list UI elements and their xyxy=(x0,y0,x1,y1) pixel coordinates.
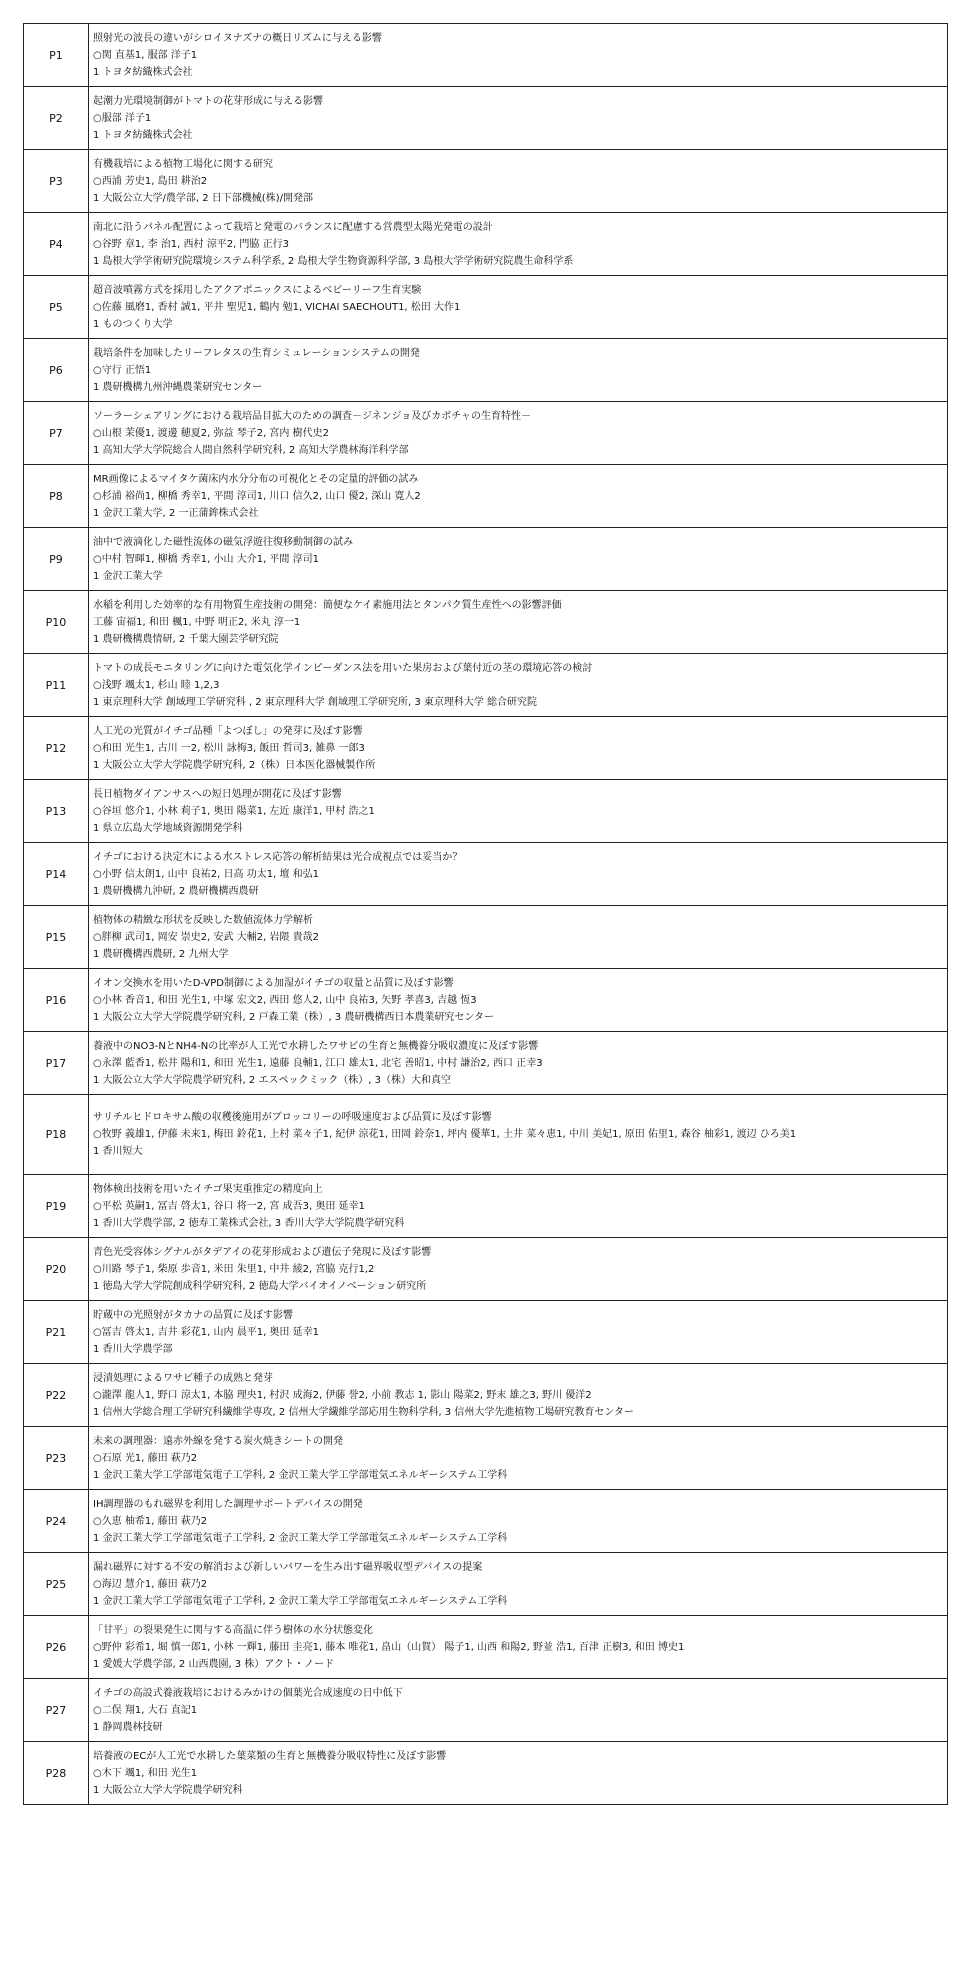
poster-affiliation: 1 大阪公立大学大学院農学研究科, 2 戸森工業（株）, 3 農研機構西日本農業研究センター xyxy=(93,1011,494,1023)
table-row xyxy=(24,969,948,1032)
poster-affiliation: 1 金沢工業大学工学部電気電子工学科, 2 金沢工業大学工学部電気エネルギーシステム工学科 xyxy=(93,1532,508,1544)
poster-authors: 工藤 宙福1, 和田 楓1, 中野 明正2, 米丸 淳一1 xyxy=(93,616,301,628)
poster-title: イオン交換水を用いたD-VPD制御による加湿がイチゴの収量と品質に及ぼす影響 xyxy=(93,977,454,989)
poster-title: イチゴにおける決定木による水ストレス応答の解析結果は光合成視点では妥当か？ xyxy=(93,851,463,863)
poster-title: 照射光の波長の違いがシロイヌナズナの概日リズムに与える影響 xyxy=(93,32,382,44)
poster-number: P16 xyxy=(24,969,89,1032)
poster-title: IH調理器のもれ磁界を利用した調理サポートデバイスの開発 xyxy=(93,1498,363,1510)
poster-list-body xyxy=(24,24,948,1805)
table-row xyxy=(24,1679,948,1742)
poster-title: 有機栽培による植物工場化に関する研究 xyxy=(93,158,273,170)
poster-affiliation: 1 大阪公立大学大学院農学研究科, 2 エスペックミック（株）, 3（株）大和真空 xyxy=(93,1074,451,1086)
poster-title: 南北に沿うパネル配置によって栽培と発電のバランスに配慮する営農型太陽光発電の設計 xyxy=(93,221,493,233)
table-row xyxy=(24,1553,948,1616)
poster-entry xyxy=(89,1364,948,1427)
poster-affiliation: 1 金沢工業大学 xyxy=(93,570,163,582)
poster-entry xyxy=(89,1553,948,1616)
poster-title: 栽培条件を加味したリーフレタスの生育シミュレーションシステムの開発 xyxy=(93,347,420,359)
poster-number: P19 xyxy=(24,1175,89,1238)
poster-affiliation: 1 大阪公立大学大学院農学研究科 xyxy=(93,1784,243,1796)
poster-number: P28 xyxy=(24,1742,89,1805)
poster-affiliation: 1 農研機構九沖研, 2 農研機構西農研 xyxy=(93,885,259,897)
poster-number: P18 xyxy=(24,1095,89,1175)
table-row xyxy=(24,654,948,717)
poster-title: 養液中のNO3-NとNH4-Nの比率が人工光で水耕したワサビの生育と無機養分吸収濃度に及ぼす影響 xyxy=(93,1040,539,1052)
poster-entry xyxy=(89,969,948,1032)
poster-affiliation: 1 農研機構農情研, 2 千葉大園芸学研究院 xyxy=(93,633,279,645)
poster-title: 培養液のECが人工光で水耕した葉菜類の生育と無機養分吸収特性に及ぼす影響 xyxy=(93,1750,447,1762)
poster-number: P1 xyxy=(24,24,89,87)
table-row xyxy=(24,1032,948,1095)
poster-entry xyxy=(89,1032,948,1095)
poster-title: 油中で液滴化した磁性流体の磁気浮遊往復移動制御の試み xyxy=(93,536,353,548)
poster-number: P25 xyxy=(24,1553,89,1616)
poster-entry xyxy=(89,780,948,843)
poster-title: 人工光の光質がイチゴ品種「よつぼし」の発芽に及ぼす影響 xyxy=(93,725,363,737)
poster-title: ソーラーシェアリングにおける栽培品目拡大のための調査－ジネンジョ及びカボチャの生育特性－ xyxy=(93,410,531,422)
poster-entry xyxy=(89,1238,948,1301)
table-row xyxy=(24,1427,948,1490)
poster-affiliation: 1 静岡農林技研 xyxy=(93,1721,163,1733)
poster-authors: ○西浦 芳史1, 島田 耕治2 xyxy=(93,175,208,187)
poster-title: 青色光受容体シグナルがタデアイの花芽形成および遺伝子発現に及ぼす影響 xyxy=(93,1246,432,1258)
poster-authors: ○佐藤 風磨1, 香村 誠1, 平井 聖児1, 鶴内 勉1, VICHAI SAECHOUT1, 松田 大作1 xyxy=(93,301,461,313)
table-row xyxy=(24,1175,948,1238)
poster-number: P15 xyxy=(24,906,89,969)
poster-affiliation: 1 東京理科大学 創域理工学研究科 , 2 東京理科大学 創域理工学研究所, 3 東京理科大学 総合研究院 xyxy=(93,696,538,708)
poster-entry xyxy=(89,1490,948,1553)
poster-title: 水稲を利用した効率的な有用物質生産技術の開発：簡便なケイ素施用法とタンパク質生産性への影響評価 xyxy=(93,599,562,611)
poster-entry xyxy=(89,1427,948,1490)
poster-title: サリチルヒドロキサム酸の収穫後施用がブロッコリーの呼吸速度および品質に及ぼす影響 xyxy=(93,1112,492,1123)
poster-affiliation: 1 トヨタ紡織株式会社 xyxy=(93,66,193,78)
poster-authors: ○谷垣 悠介1, 小林 莉子1, 奥田 陽菜1, 左近 康洋1, 甲村 浩之1 xyxy=(93,805,375,817)
poster-title: イチゴの高設式養液栽培におけるみかけの個葉光合成速度の日中低下 xyxy=(93,1687,403,1699)
poster-affiliation: 1 香川短大 xyxy=(93,1146,143,1157)
poster-number: P3 xyxy=(24,150,89,213)
poster-authors: ○和田 光生1, 古川 一2, 松川 詠梅3, 飯田 哲司3, 雑鼻 一郎3 xyxy=(93,742,365,754)
poster-number: P8 xyxy=(24,465,89,528)
poster-authors: ○胖柳 武司1, 岡安 崇史2, 安武 大輔2, 岩隈 貴哉2 xyxy=(93,931,319,943)
poster-number: P21 xyxy=(24,1301,89,1364)
poster-authors: ○関 直基1, 服部 洋子1 xyxy=(93,49,198,61)
poster-number: P12 xyxy=(24,717,89,780)
poster-title: 物体検出技術を用いたイチゴ果実重推定の精度向上 xyxy=(93,1183,323,1195)
poster-affiliation: 1 農研機構九州沖縄農業研究センター xyxy=(93,381,263,393)
poster-authors: ○杉浦 裕尚1, 柳橋 秀幸1, 平間 淳司1, 川口 信久2, 山口 優2, 深山 寛人2 xyxy=(93,490,421,502)
poster-authors: ○久恵 柚希1, 藤田 萩乃2 xyxy=(93,1515,208,1527)
poster-entry xyxy=(89,1679,948,1742)
table-row xyxy=(24,339,948,402)
poster-affiliation: 1 島根大学学術研究院環境システム科学系, 2 島根大学生物資源科学部, 3 島根大学学術研究院農生命科学系 xyxy=(93,255,574,267)
poster-entry xyxy=(89,654,948,717)
poster-authors: ○川路 琴子1, 柴原 歩音1, 米田 朱里1, 中井 綾2, 宮脇 克行1,2 xyxy=(93,1263,375,1275)
poster-affiliation: 1 香川大学農学部, 2 徳寿工業株式会社, 3 香川大学大学院農学研究科 xyxy=(93,1217,405,1229)
poster-entry xyxy=(89,402,948,465)
poster-title: 未来の調理器：遠赤外線を発する炭火焼きシートの開発 xyxy=(93,1435,343,1447)
poster-number: P20 xyxy=(24,1238,89,1301)
poster-entry xyxy=(89,1175,948,1238)
poster-entry xyxy=(89,1095,948,1175)
poster-entry xyxy=(89,1616,948,1679)
poster-number: P27 xyxy=(24,1679,89,1742)
poster-authors: ○石原 光1, 藤田 萩乃2 xyxy=(93,1452,198,1464)
poster-number: P4 xyxy=(24,213,89,276)
poster-number: P22 xyxy=(24,1364,89,1427)
poster-number: P7 xyxy=(24,402,89,465)
poster-authors: ○瀧澤 龍人1, 野口 涼太1, 本脇 理央1, 村沢 成海2, 伊藤 誉2, 小前 教志 1, 影山 陽菜2, 野末 雄之3, 野川 優洋2 xyxy=(93,1389,592,1401)
poster-authors: ○山根 茉優1, 渡邊 穂夏2, 弥益 琴子2, 宮内 樹代史2 xyxy=(93,427,329,439)
table-row xyxy=(24,1301,948,1364)
table-row xyxy=(24,1095,948,1175)
poster-authors: ○牧野 義雄1, 伊藤 未来1, 梅田 鈴花1, 上村 菜々子1, 紀伊 涼花1, 田岡 鈴奈1, 坪内 優華1, 土井 菜々恵1, 中川 美妃1, 原田 佑里1, 森谷 柚彩1, 渡辺 ひろ美1 xyxy=(93,1129,797,1140)
poster-entry xyxy=(89,213,948,276)
poster-number: P2 xyxy=(24,87,89,150)
poster-affiliation: 1 県立広島大学地域資源開発学科 xyxy=(93,822,243,834)
poster-authors: ○中村 智暉1, 柳橋 秀幸1, 小山 大介1, 平間 淳司1 xyxy=(93,553,319,565)
poster-number: P6 xyxy=(24,339,89,402)
table-row xyxy=(24,528,948,591)
poster-authors: ○二俣 翔1, 大石 直記1 xyxy=(93,1704,198,1716)
poster-number: P11 xyxy=(24,654,89,717)
table-row xyxy=(24,1742,948,1805)
table-row xyxy=(24,1616,948,1679)
poster-title: 貯蔵中の光照射がタカナの品質に及ぼす影響 xyxy=(93,1309,293,1321)
poster-authors: ○小野 信太朗1, 山中 良祐2, 日高 功太1, 壇 和弘1 xyxy=(93,868,319,880)
poster-list-table xyxy=(23,23,948,1805)
poster-number: P24 xyxy=(24,1490,89,1553)
poster-affiliation: 1 大阪公立大学/農学部, 2 日下部機械(株)/開発部 xyxy=(93,192,313,204)
poster-title: トマトの成長モニタリングに向けた電気化学インピーダンス法を用いた果房および葉付近の茎の環境応答の検討 xyxy=(93,662,593,674)
poster-title: 漏れ磁界に対する不安の解消および新しいパワーを生み出す磁界吸収型デバイスの提案 xyxy=(93,1561,483,1573)
poster-number: P14 xyxy=(24,843,89,906)
poster-entry xyxy=(89,1301,948,1364)
poster-authors: ○平松 英嗣1, 冨吉 啓太1, 谷口 将一2, 宮 成吾3, 奥田 延幸1 xyxy=(93,1200,365,1212)
poster-authors: ○海辺 慧介1, 藤田 萩乃2 xyxy=(93,1578,208,1590)
poster-affiliation: 1 農研機構西農研, 2 九州大学 xyxy=(93,948,229,960)
poster-title: 「甘平」の裂果発生に関与する高温に伴う樹体の水分状態変化 xyxy=(93,1624,373,1636)
poster-number: P23 xyxy=(24,1427,89,1490)
poster-title: 浸漬処理によるワサビ種子の成熟と発芽 xyxy=(93,1372,273,1384)
poster-entry xyxy=(89,1742,948,1805)
poster-number: P5 xyxy=(24,276,89,339)
poster-affiliation: 1 高知大学大学院総合人間自然科学研究科, 2 高知大学農林海洋科学部 xyxy=(93,444,409,456)
poster-authors: ○冨吉 啓太1, 吉井 彩花1, 山内 晨平1, 奥田 延幸1 xyxy=(93,1326,319,1338)
poster-affiliation: 1 トヨタ紡織株式会社 xyxy=(93,129,193,141)
poster-affiliation: 1 信州大学総合理工学研究科繊維学専攻, 2 信州大学繊維学部応用生物科学科, 3 信州大学先進植物工場研究教育センター xyxy=(93,1406,634,1418)
table-row xyxy=(24,465,948,528)
poster-number: P13 xyxy=(24,780,89,843)
poster-title: 起潮力光環境制御がトマトの花芽形成に与える影響 xyxy=(93,95,323,107)
table-row xyxy=(24,906,948,969)
poster-authors: ○守行 正悟1 xyxy=(93,364,152,376)
poster-entry xyxy=(89,465,948,528)
table-row xyxy=(24,780,948,843)
table-row xyxy=(24,1238,948,1301)
poster-entry xyxy=(89,276,948,339)
table-row xyxy=(24,1490,948,1553)
poster-entry xyxy=(89,843,948,906)
poster-authors: ○木下 颯1, 和田 光生1 xyxy=(93,1767,198,1779)
table-row xyxy=(24,843,948,906)
poster-affiliation: 1 ものつくり大学 xyxy=(93,318,173,330)
poster-affiliation: 1 金沢工業大学工学部電気電子工学科, 2 金沢工業大学工学部電気エネルギーシステム工学科 xyxy=(93,1469,508,1481)
poster-entry xyxy=(89,591,948,654)
table-row xyxy=(24,591,948,654)
poster-title: MR画像によるマイタケ菌床内水分分布の可視化とその定量的評価の試み xyxy=(93,473,419,485)
poster-title: 植物体の精緻な形状を反映した数値流体力学解析 xyxy=(93,914,313,926)
poster-number: P9 xyxy=(24,528,89,591)
table-row xyxy=(24,402,948,465)
table-row xyxy=(24,1364,948,1427)
poster-title: 長日植物ダイアンサスへの短日処理が開花に及ぼす影響 xyxy=(93,788,342,800)
table-row xyxy=(24,276,948,339)
poster-affiliation: 1 香川大学農学部 xyxy=(93,1343,173,1355)
poster-number: P10 xyxy=(24,591,89,654)
table-row xyxy=(24,150,948,213)
poster-affiliation: 1 愛媛大学農学部, 2 山西農園, 3 株）アクト・ノード xyxy=(93,1658,335,1670)
poster-authors: ○小林 香音1, 和田 光生1, 中塚 宏文2, 西田 悠人2, 山中 良祐3, 矢野 孝喜3, 吉越 恆3 xyxy=(93,994,477,1006)
poster-entry xyxy=(89,906,948,969)
poster-affiliation: 1 徳島大学大学院創成科学研究科, 2 徳島大学バイオイノベーション研究所 xyxy=(93,1280,427,1292)
poster-entry xyxy=(89,87,948,150)
poster-entry xyxy=(89,717,948,780)
poster-authors: ○野仲 彩希1, 堀 慎一郎1, 小林 一輝1, 藤田 圭亮1, 藤本 唯花1, 畠山（山賀） 陽子1, 山西 和陽2, 野並 浩1, 百津 正樹3, 和田 博史1 xyxy=(93,1641,685,1653)
poster-affiliation: 1 金沢工業大学工学部電気電子工学科, 2 金沢工業大学工学部電気エネルギーシステム工学科 xyxy=(93,1595,508,1607)
poster-authors: ○永澤 藍香1, 松井 陽和1, 和田 光生1, 遠藤 良輔1, 江口 雄太1, 北宅 善昭1, 中村 謙治2, 西口 正幸3 xyxy=(93,1057,543,1069)
poster-title: 超音波噴霧方式を採用したアクアポニックスによるベビーリーフ生育実験 xyxy=(93,284,422,296)
table-row xyxy=(24,24,948,87)
poster-entry xyxy=(89,339,948,402)
poster-affiliation: 1 大阪公立大学大学院農学研究科, 2（株）日本医化器械製作所 xyxy=(93,759,376,771)
table-row xyxy=(24,717,948,780)
table-row xyxy=(24,87,948,150)
table-row xyxy=(24,213,948,276)
poster-number: P17 xyxy=(24,1032,89,1095)
poster-authors: ○谷野 章1, 李 治1, 西村 涼平2, 門脇 正行3 xyxy=(93,238,289,250)
poster-authors: ○浅野 颯太1, 杉山 睦 1,2,3 xyxy=(93,679,220,691)
poster-authors: ○服部 洋子1 xyxy=(93,112,152,124)
poster-number: P26 xyxy=(24,1616,89,1679)
poster-entry xyxy=(89,528,948,591)
poster-entry xyxy=(89,150,948,213)
poster-affiliation: 1 金沢工業大学, 2 一正蒲鉾株式会社 xyxy=(93,507,259,519)
poster-entry xyxy=(89,24,948,87)
